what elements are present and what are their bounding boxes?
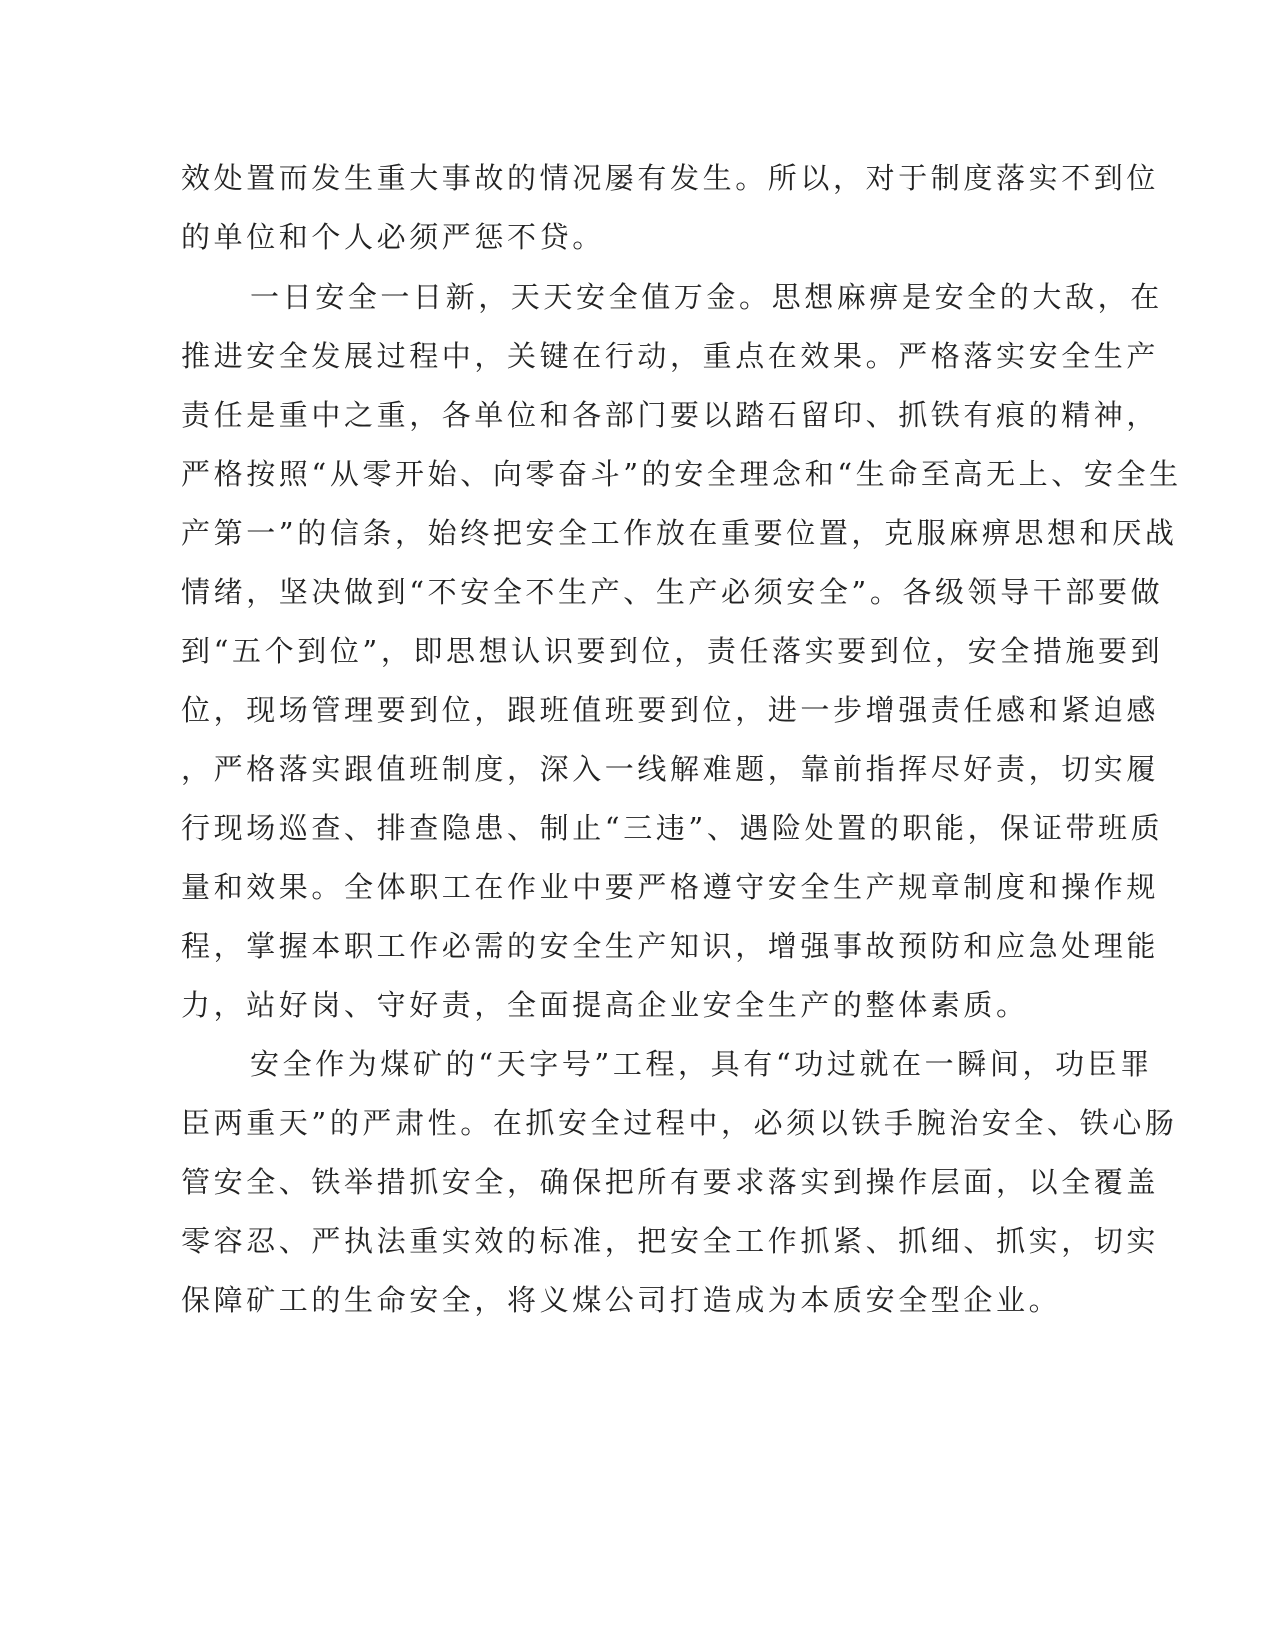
paragraph-3-line-1: 安全作为煤矿的“天字号”工程，具有“功过就在一瞬间，功臣罪 xyxy=(250,1047,1153,1081)
paragraph-2-line-4: 严格按照“从零开始、向零奋斗”的安全理念和“生命至高无上、安全生 xyxy=(181,457,1182,491)
paragraph-1-line-2: 的单位和个人必须严惩不贷。 xyxy=(181,220,605,254)
paragraph-2-line-3: 责任是重中之重，各单位和各部门要以踏石留印、抓铁有痕的精神， xyxy=(181,398,1160,432)
paragraph-2-line-11: 量和效果。全体职工在作业中要严格遵守安全生产规章制度和操作规 xyxy=(181,870,1160,904)
paragraph-2-line-2: 推进安全发展过程中，关键在行动，重点在效果。严格落实安全生产 xyxy=(181,339,1160,373)
paragraph-2-line-5: 产第一”的信条，始终把安全工作放在重要位置，克服麻痹思想和厌战 xyxy=(181,516,1178,550)
paragraph-3-line-5: 保障矿工的生命安全，将义煤公司打造成为本质安全型企业。 xyxy=(181,1283,1062,1317)
paragraph-2-line-6: 情绪，坚决做到“不安全不生产、生产必须安全”。各级领导干部要做 xyxy=(181,575,1164,609)
paragraph-2-line-10: 行现场巡查、排查隐患、制止“三违”、遇险处置的职能，保证带班质 xyxy=(181,811,1164,845)
paragraph-2-line-7: 到“五个到位”，即思想认识要到位，责任落实要到位，安全措施要到 xyxy=(181,634,1164,668)
paragraph-1-line-1: 效处置而发生重大事故的情况屡有发生。所以，对于制度落实不到位 xyxy=(181,161,1160,195)
paragraph-3-line-3: 管安全、铁举措抓安全，确保把所有要求落实到操作层面，以全覆盖 xyxy=(181,1165,1160,1199)
paragraph-2-line-9: ，严格落实跟值班制度，深入一线解难题，靠前指挥尽好责，切实履 xyxy=(181,752,1160,786)
paragraph-2-line-13: 力，站好岗、守好责，全面提高企业安全生产的整体素质。 xyxy=(181,988,1029,1022)
paragraph-2-line-8: 位，现场管理要到位，跟班值班要到位，进一步增强责任感和紧迫感 xyxy=(181,693,1160,727)
paragraph-3-line-4: 零容忍、严执法重实效的标准，把安全工作抓紧、抓细、抓实，切实 xyxy=(181,1224,1160,1258)
paragraph-2-line-1: 一日安全一日新，天天安全值万金。思想麻痹是安全的大敌，在 xyxy=(250,280,1163,314)
paragraph-3-line-2: 臣两重天”的严肃性。在抓安全过程中，必须以铁手腕治安全、铁心肠 xyxy=(181,1106,1178,1140)
paragraph-2-line-12: 程，掌握本职工作必需的安全生产知识，增强事故预防和应急处理能 xyxy=(181,929,1160,963)
